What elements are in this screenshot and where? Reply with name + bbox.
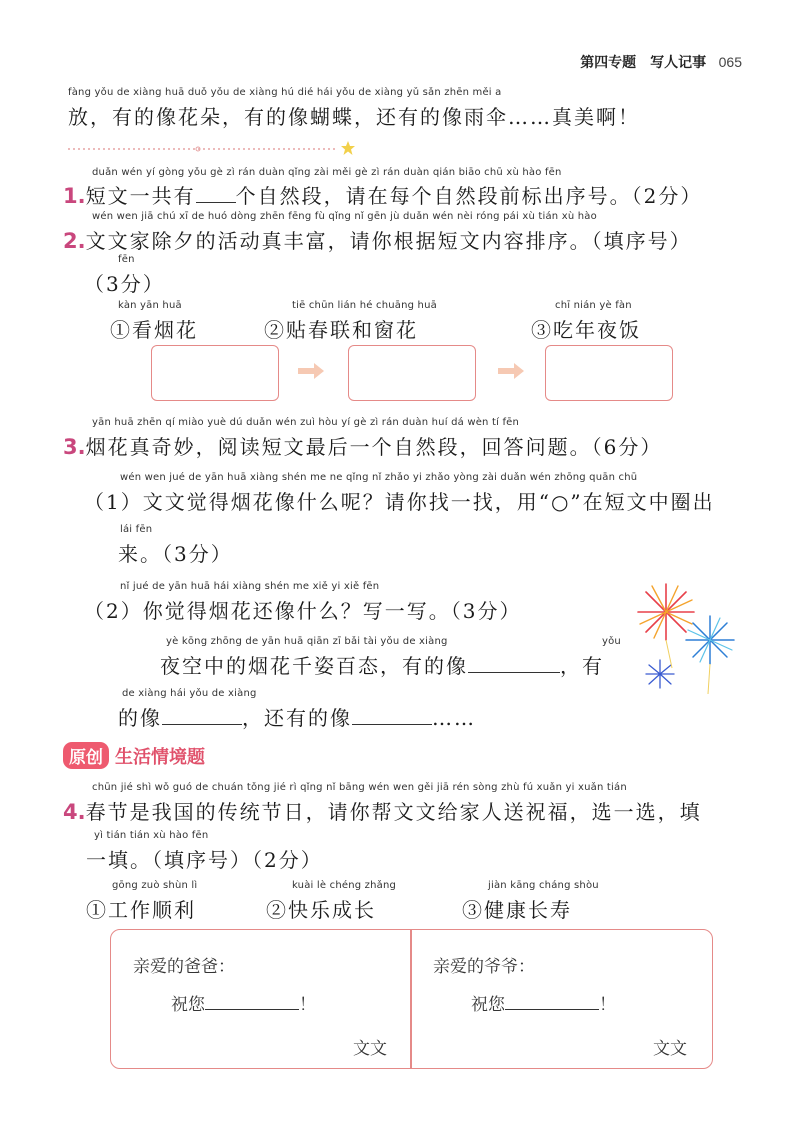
q2-option2: ②贴春联和窗花 [264,318,418,342]
fireworks-illustration [628,578,748,696]
q3-sub2-line-b: 的像 ，还有的像 …… [118,706,476,730]
order-box-2[interactable] [348,345,476,401]
q4-option2-pinyin: kuài lè chéng zhǎng [292,880,397,891]
card2-wish: 祝您 ！ [471,995,616,1015]
firework-answer-blank-3[interactable] [352,708,432,725]
arrow-right-icon [496,362,526,380]
q2-number: 2. [63,229,86,253]
q3-sub2-text: （2）你觉得烟花还像什么？写一写。（3分） [84,599,522,623]
q2-pinyin2: fēn [118,254,135,265]
arrow-right-icon [296,362,326,380]
q1-text: 1.短文一共有 个自然段，请在每个自然段前标出序号。（2分） [63,184,703,208]
card1-answer-blank[interactable] [205,995,299,1010]
page-number: 065 [718,54,742,70]
line0-pinyin: fàng yǒu de xiàng huā duǒ yǒu de xiàng hú dié hái yǒu de xiàng yǔ sǎn zhēn měi a [68,87,502,98]
order-box-3[interactable] [545,345,673,401]
q3-sub2-pinyin-b: de xiàng hái yǒu de xiàng [122,688,257,699]
order-box-1[interactable] [151,345,279,401]
q4-option1-pinyin: gōng zuò shùn lì [112,880,198,891]
q3-sub2-line-a: 夜空中的烟花千姿百态，有的像 ，有 [160,654,604,678]
chapter-title: 第四专题 写人记事 [580,55,707,71]
q4-number: 4. [63,800,86,824]
q3-sub2-pinyin-a: yè kōng zhōng de yān huā qiān zī bǎi tài yǒu de xiàng [166,636,448,647]
card2-signature: 文文 [653,1039,687,1059]
q4-option2: ②快乐成长 [266,898,376,922]
q2-option1: ①看烟花 [110,318,198,342]
q1-number: 1. [63,184,86,208]
q4-text2: 一填。（填序号）（2分） [86,848,323,872]
q2-option3: ③吃年夜饭 [531,318,641,342]
card2-answer-blank[interactable] [505,995,599,1010]
q3-number: 3. [63,435,86,459]
q2-pinyin: wén wen jiā chú xī de huó dòng zhēn fēng fù qǐng nǐ gēn jù duǎn wén nèi róng pái xù tián xù hào [92,211,597,222]
q4-option3-pinyin: jiàn kāng cháng shòu [488,880,599,891]
original-badge: 原创 [63,742,109,769]
q4-option3: ③健康长寿 [462,898,572,922]
q3-pinyin: yān huā zhēn qí miào yuè dú duǎn wén zuì hòu yí gè zì rán duàn huí dá wèn tí fēn [92,417,520,428]
q3-sub2-pinyin-a2: yǒu [602,636,621,647]
card1-signature: 文文 [353,1039,387,1059]
q4-pinyin: chūn jié shì wǒ guó de chuán tǒng jié rì qǐng nǐ bāng wén wen gěi jiā rén sòng zhù fú xuǎn yi xuǎn tián [92,782,627,793]
q2-option1-pinyin: kàn yān huā [118,300,182,311]
line0-text: 放，有的像花朵，有的像蝴蝶，还有的像雨伞……真美啊！ [68,105,640,129]
firework-answer-blank-2[interactable] [162,708,242,725]
section-title: 生活情境题 [115,747,205,768]
card1-wish: 祝您 ！ [171,995,316,1015]
q2-text: 2.文文家除夕的活动真丰富，请你根据短文内容排序。（填序号） [63,229,692,253]
q2-option3-pinyin: chī nián yè fàn [555,300,632,311]
q4-text: 4.春节是我国的传统节日，请你帮文文给家人送祝福，选一选，填 [63,800,702,824]
q1-pinyin: duǎn wén yí gòng yǒu gè zì rán duàn qǐng zài měi gè zì rán duàn qián biāo chū xù hào fēn [92,167,562,178]
q3-sub1-pinyin: wén wen jué de yān huā xiàng shén me ne qǐng nǐ zhǎo yi zhǎo yòng zài duǎn wén zhōng quān chū [120,472,638,483]
q3-text: 3.烟花真奇妙，阅读短文最后一个自然段，回答问题。（6分） [63,435,663,459]
q4-pinyin2: yì tián tián xù hào fēn [94,830,209,841]
greeting-card-frame [110,929,713,1069]
q1-answer-blank[interactable] [196,186,236,203]
q3-sub1-text2: 来。（3分） [118,542,233,566]
dotted-divider [68,146,348,152]
card2-greeting: 亲爱的爷爷： [433,957,535,977]
q3-sub2-pinyin: nǐ jué de yān huā hái xiàng shén me xiě yi xiě fēn [120,581,380,592]
q2-option2-pinyin: tiē chūn lián hé chuāng huā [292,300,437,311]
page-header [580,52,742,72]
q4-option1: ①工作顺利 [86,898,196,922]
q3-sub1-text: （1）文文觉得烟花像什么呢？请你找一找，用“○”在短文中圈出 [84,490,715,514]
q3-sub1-pinyin2: lái fēn [120,524,153,535]
star-icon [340,140,356,156]
firework-answer-blank-1[interactable] [468,656,560,673]
q2-text2: （3分） [84,272,165,296]
section-heading [63,742,205,769]
card1-greeting: 亲爱的爸爸： [133,957,235,977]
card-divider [410,930,412,1068]
